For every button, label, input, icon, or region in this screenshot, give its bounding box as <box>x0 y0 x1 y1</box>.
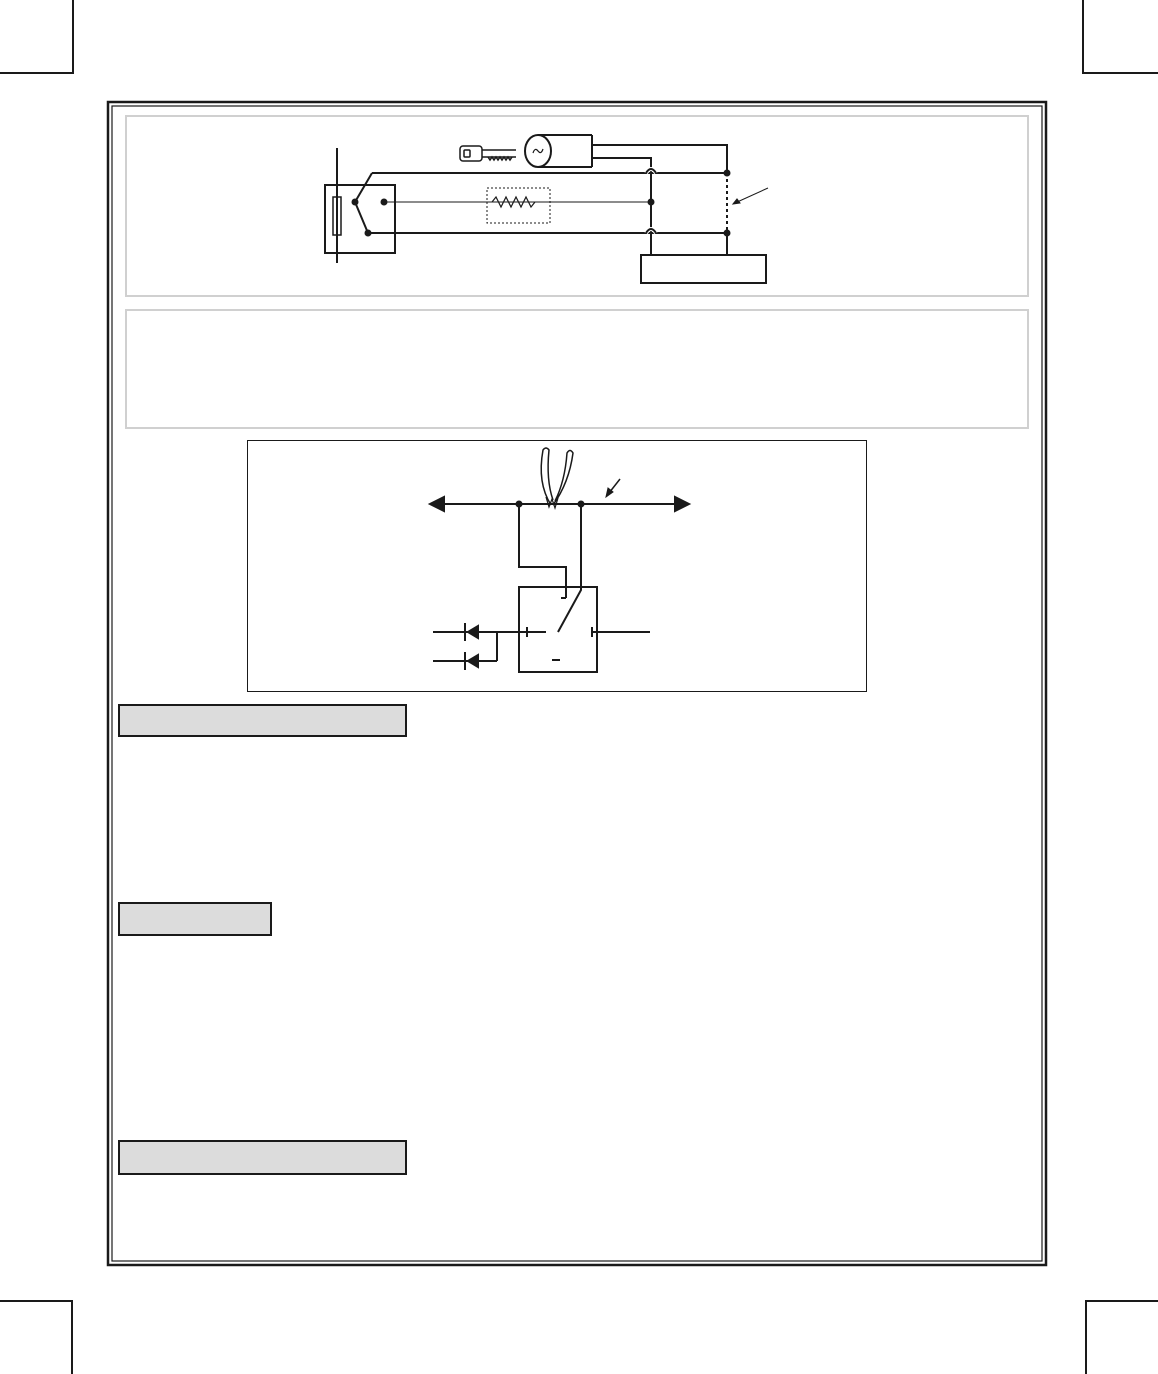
section-heading-2 <box>118 902 272 936</box>
relay-icon <box>519 587 650 672</box>
section-heading-1 <box>118 704 407 737</box>
wire-cutter-icon <box>541 448 573 508</box>
diode-icon <box>433 623 527 670</box>
section-heading-3 <box>118 1140 407 1175</box>
